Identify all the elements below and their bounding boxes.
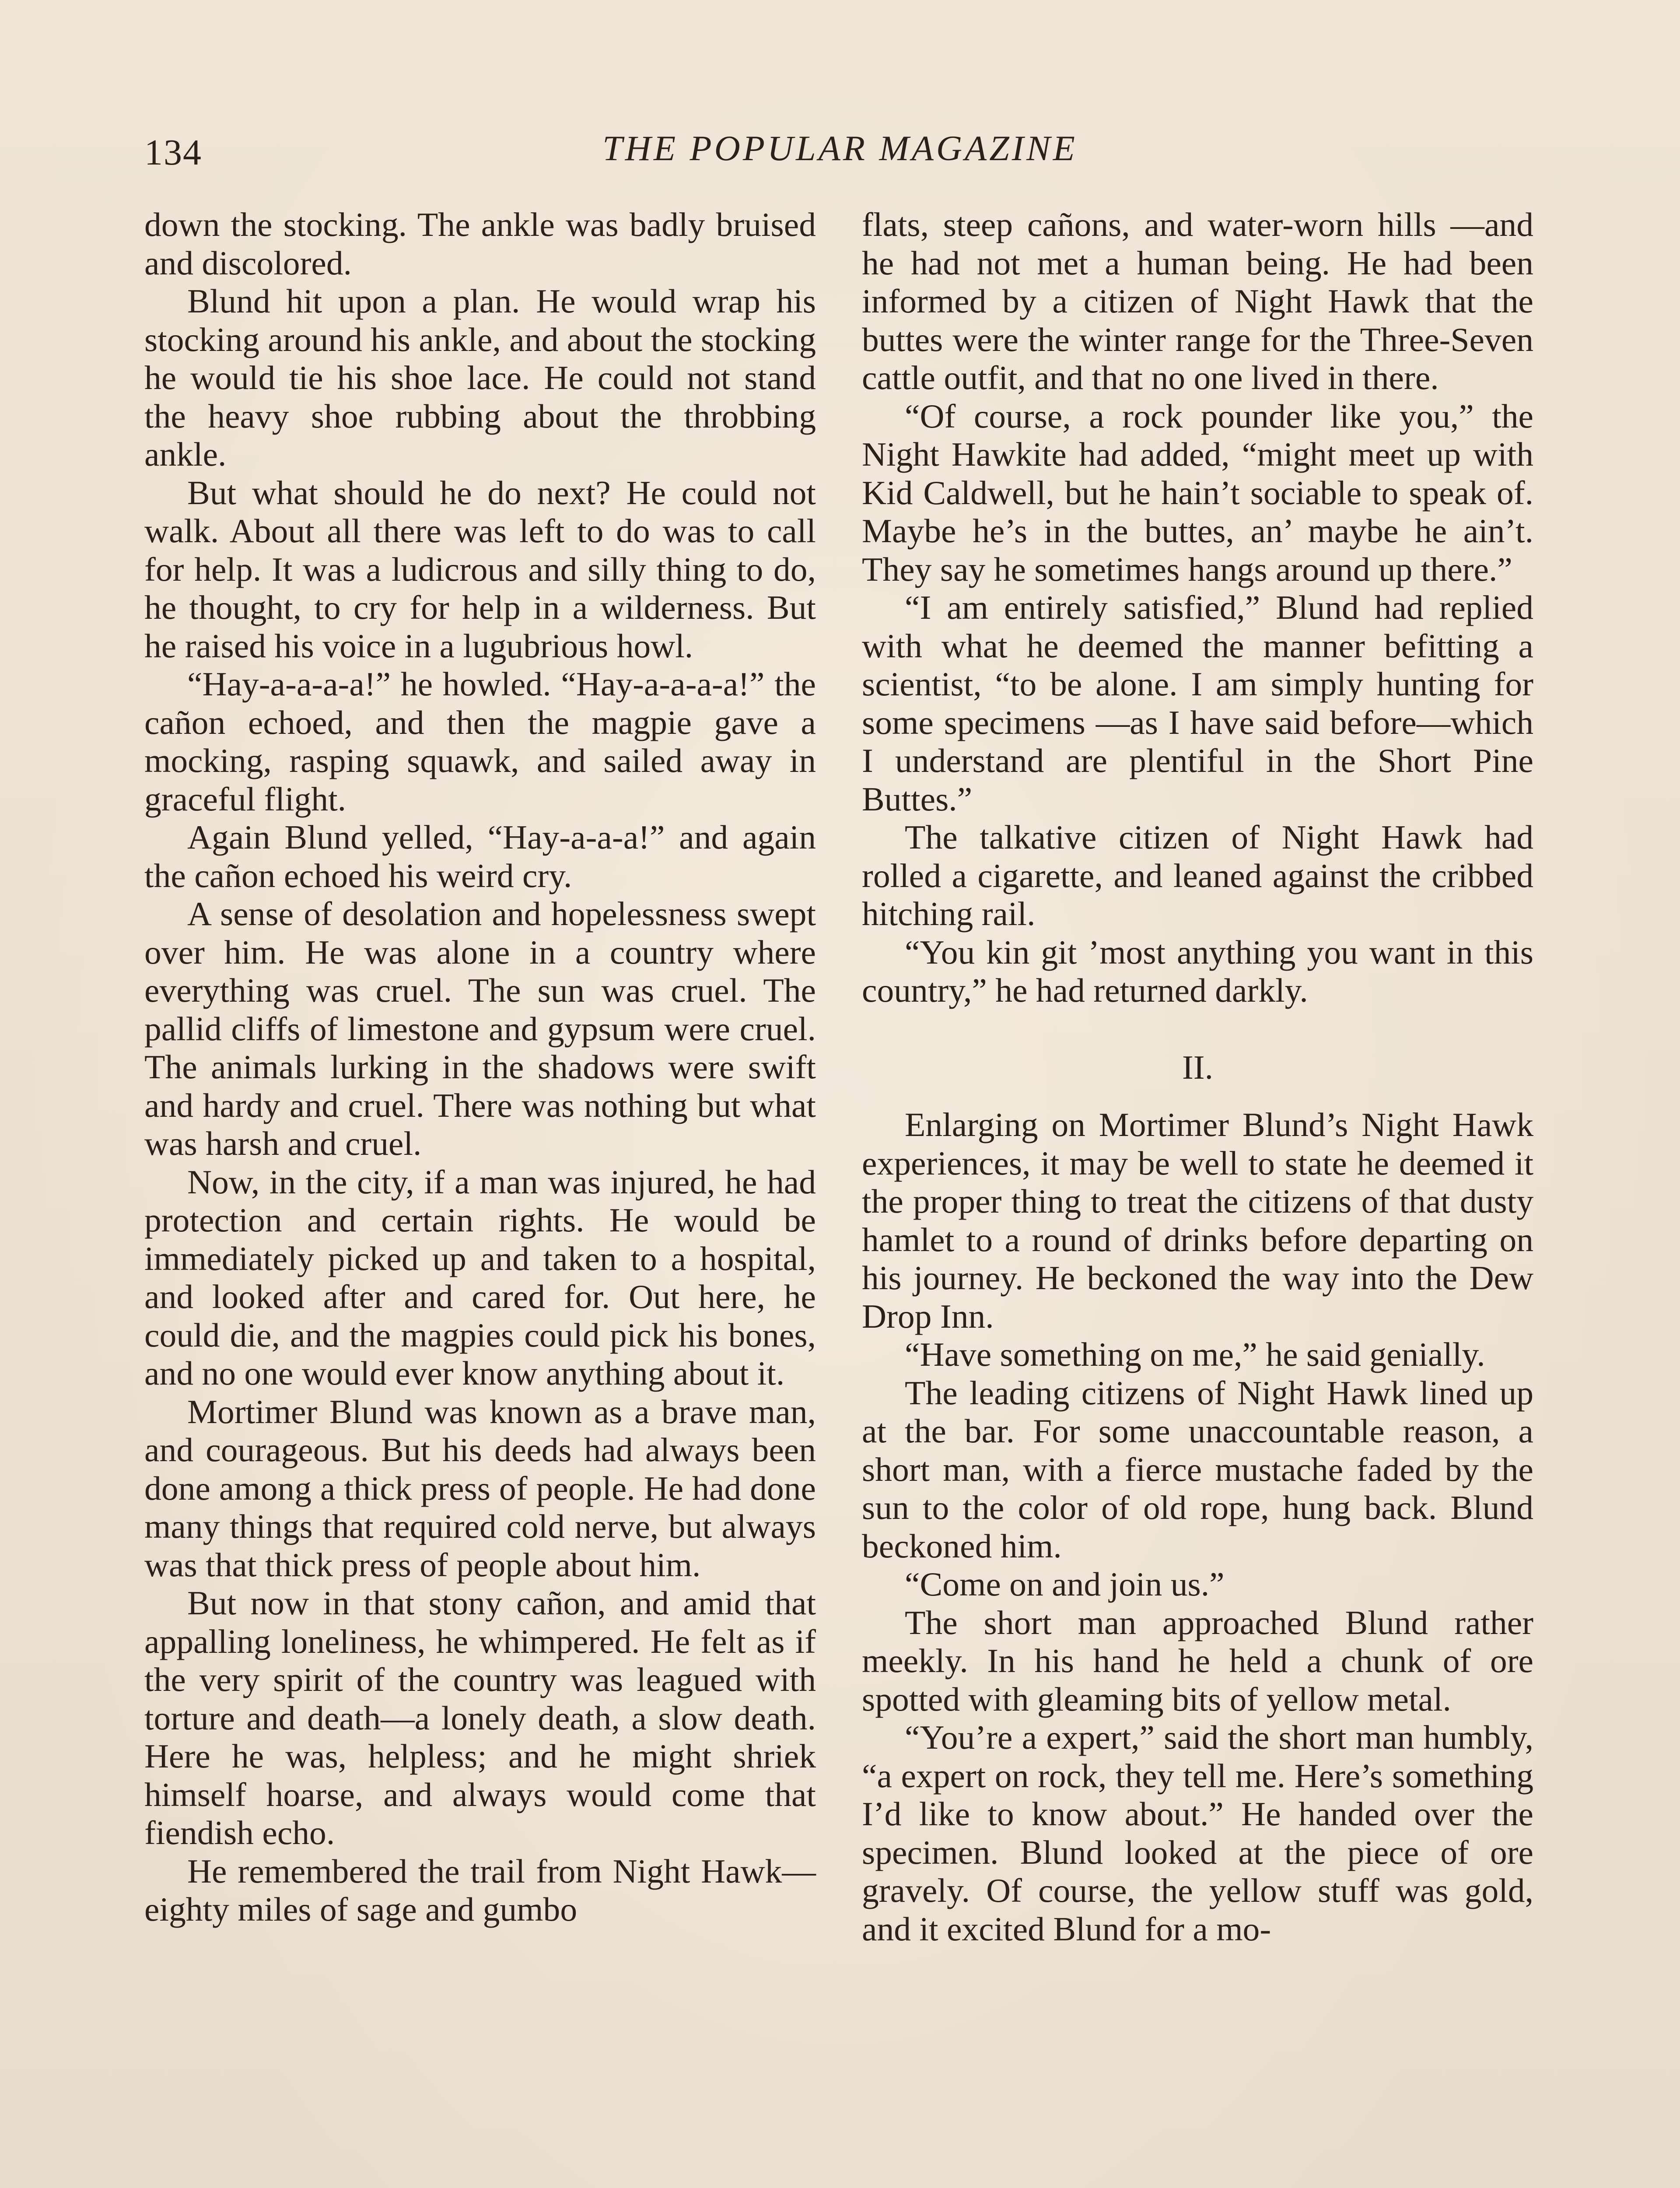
paragraph: Now, in the city, if a man was injured, he had protection and certain rights. He would be immediately picked up and taken to a hospital, and looked after and cared for. Out here, he could die, and the magpies could pick his bones, and no one would ever know anything about it.: [144, 1163, 816, 1392]
right-column: [862, 206, 1533, 1948]
paragraph: Blund hit upon a plan. He would wrap his stocking around his ankle, and about the stocking he would tie his shoe lace. He could not stand the heavy shoe rubbing about the throbbing ankle.: [144, 282, 816, 473]
page-number: 134: [144, 132, 202, 173]
paragraph: A sense of desolation and hopelessness swept over him. He was alone in a country where everything was cruel. The sun was cruel. The pallid cliffs of limestone and gypsum were cruel. The animals lurking in the shadows were swift and hardy and cruel. There was nothing but what was harsh and cruel.: [144, 895, 816, 1162]
paragraph: “Have something on me,” he said genially.: [905, 1336, 1485, 1373]
section-heading: II.: [1182, 1048, 1214, 1086]
paragraph: “Of course, a rock pounder like you,” the Night Hawkite had added, “might meet up with Kid Caldwell, but he hain’t sociable to speak of. Maybe he’s in the buttes, an’ maybe he ain’t. They say he sometimes hangs around up there.”: [862, 397, 1533, 588]
paragraph: “Come on and join us.”: [905, 1565, 1225, 1603]
paragraph: Again Blund yelled, “Hay-a-a-a!” and again the cañon echoed his weird cry.: [144, 818, 816, 894]
running-title: THE POPULAR MAGAZINE: [602, 128, 1078, 168]
paragraph: “You kin git ’most anything you want in this country,” he had returned darkly.: [862, 933, 1533, 1009]
paragraph: He remembered the trail from Night Hawk—eighty miles of sage and gumbo: [144, 1852, 816, 1928]
page-header: [144, 128, 1536, 180]
paragraph: The talkative citizen of Night Hawk had rolled a cigarette, and leaned against the cribbed hitching rail.: [862, 818, 1533, 933]
paragraph: Mortimer Blund was known as a brave man, and courageous. But his deeds had always been done among a thick press of people. He had done many things that required cold nerve, but always was that thick press of people about him.: [144, 1392, 816, 1584]
paragraph: “You’re a expert,” said the short man humbly, “a expert on rock, they tell me. Here’s something I’d like to know about.” He handed over the specimen. Blund looked at the piece of ore gravely. Of course, the yellow stuff was gold, and it excited Blund for a mo-: [862, 1718, 1533, 1948]
paragraph: “I am entirely satisfied,” Blund had replied with what he deemed the manner befitting a scientist, “to be alone. I am simply hunting for some specimens —as I have said before—which I understand are plentiful in the Short Pine Buttes.”: [862, 589, 1533, 818]
paragraph: But what should he do next? He could not walk. About all there was left to do was to call for help. It was a ludicrous and silly thing to do, he thought, to cry for help in a wilderness. But he raised his voice in a lugubrious howl.: [144, 473, 816, 665]
paragraph: The short man approached Blund rather meekly. In his hand he held a chunk of ore spotted with gleaming bits of yellow metal.: [862, 1603, 1533, 1718]
paragraph: But now in that stony cañon, and amid that appalling loneliness, he whimpered. He felt as if the very spirit of the country was leagued with torture and death—a lonely death, a slow death. Here he was, helpless; and he might shriek himself hoarse, and always would come that fiendish echo.: [144, 1584, 816, 1851]
paragraph: flats, steep cañons, and water-worn hills —and he had not met a human being. He had been informed by a citizen of Night Hawk that the buttes were the winter range for the Three-Seven cattle outfit, and that no one lived in there.: [862, 206, 1533, 396]
paragraph: The leading citizens of Night Hawk lined up at the bar. For some unaccountable reason, a short man, with a fierce mustache faded by the sun to the color of old rope, hung back. Blund beckoned him.: [862, 1374, 1533, 1565]
paragraph: Enlarging on Mortimer Blund’s Night Hawk experiences, it may be well to state he deemed it the proper thing to treat the citizens of that dusty hamlet to a round of drinks before departing on his journey. He beckoned the way into the Dew Drop Inn.: [862, 1106, 1533, 1335]
paragraph: down the stocking. The ankle was badly bruised and discolored.: [144, 206, 816, 282]
left-column: [144, 206, 816, 1929]
paragraph: “Hay-a-a-a-a!” he howled. “Hay-a-a-a-a!” the cañon echoed, and then the magpie gave a mocking, rasping squawk, and sailed away in graceful flight.: [144, 665, 816, 818]
